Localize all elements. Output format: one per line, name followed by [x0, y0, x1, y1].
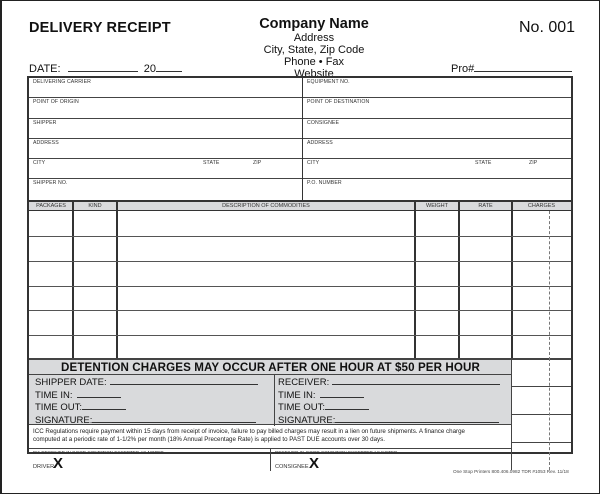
field-label: SHIPPER NO.	[33, 180, 68, 187]
shipper-detention	[35, 376, 269, 426]
consignee-field[interactable]	[303, 119, 571, 139]
column-header: DESCRIPTION OF COMMODITIES	[222, 203, 310, 209]
city-label: CITY	[33, 160, 46, 167]
form-title: DELIVERY RECEIPT	[29, 20, 171, 36]
date-input[interactable]	[68, 62, 138, 72]
year-input[interactable]	[156, 62, 182, 72]
shipper-time-in-label: TIME IN:	[35, 389, 73, 401]
city-label: CITY	[307, 160, 320, 167]
table-header	[29, 202, 571, 211]
point-of-origin-field[interactable]	[29, 98, 302, 118]
shipper-city-state-zip-field[interactable]	[29, 159, 302, 179]
pro-label: Pro#	[451, 63, 475, 75]
field-label: ADDRESS	[33, 139, 59, 146]
shipper-time-in-line[interactable]	[77, 389, 121, 398]
charges-total-box[interactable]	[512, 414, 571, 442]
charges-total-box[interactable]	[512, 386, 571, 414]
shipper-signature-line[interactable]	[92, 414, 256, 423]
shipper-time-out-label: TIME OUT:	[35, 402, 82, 413]
column-header: WEIGHT	[426, 203, 448, 209]
receiver-time-out-row[interactable]	[278, 401, 508, 414]
shipper-time-out-line[interactable]	[82, 401, 126, 410]
shipper-date-row[interactable]	[35, 376, 269, 389]
delivering-carrier-field[interactable]	[29, 78, 302, 98]
point-of-destination-field[interactable]	[303, 98, 571, 118]
payment-terms	[29, 424, 512, 448]
field-label: CONSIGNEE	[307, 119, 340, 126]
field-label: SHIPPER	[33, 119, 57, 126]
consignee-caption: RECEIVED IN GOOD CONDITION EXCEPTED AS NOTED	[275, 450, 398, 455]
shipper-number-field[interactable]	[29, 179, 302, 199]
commodities-table	[29, 200, 571, 358]
table-row[interactable]	[29, 236, 571, 261]
shipment-info-section	[29, 78, 571, 200]
receiver-signature-label: SIGNATURE:	[278, 414, 336, 426]
origin-column	[29, 78, 303, 200]
column-header: RATE	[478, 203, 493, 209]
receiver-detention	[274, 375, 508, 426]
column-header: CHARGES	[527, 203, 556, 209]
charges-total-column	[512, 358, 571, 470]
pro-row	[451, 62, 572, 75]
consignee-signature-box[interactable]	[271, 449, 512, 471]
row-divider	[29, 335, 571, 336]
receiver-time-out-label: TIME OUT:	[278, 402, 325, 413]
zip-label: ZIP	[529, 160, 538, 167]
charges-total-box[interactable]	[512, 442, 571, 470]
table-row[interactable]	[29, 211, 571, 236]
consignee-address-field[interactable]	[303, 139, 571, 159]
receiver-time-in-label: TIME IN:	[278, 389, 316, 401]
company-name: Company Name	[259, 16, 369, 32]
driver-caption: BY: RECEIVED IN GOOD CONDITION EXCEPTED AS NOTED	[33, 450, 164, 455]
terms-line-1: ICC Regulations require payment within 15 days from receipt of invoice, failure to pay billed charges may result in a lien on future shipments. A finance charge	[33, 428, 465, 435]
consignee-sign-mark-icon: X	[309, 455, 320, 472]
company-city-state-zip: City, State, Zip Code	[263, 44, 365, 56]
zip-label: ZIP	[253, 160, 262, 167]
dollars-cents-divider	[549, 358, 550, 470]
receiver-signature-line[interactable]	[335, 414, 499, 423]
equipment-number-field[interactable]	[303, 78, 571, 98]
document-number: No. 001	[519, 19, 576, 36]
dollars-cents-divider	[549, 211, 550, 360]
date-label: DATE:	[29, 63, 61, 75]
company-block	[214, 16, 414, 80]
receiver-time-in-line[interactable]	[320, 389, 364, 398]
receiver-time-in-row[interactable]	[278, 389, 508, 402]
shipper-date-line[interactable]	[110, 376, 258, 385]
row-divider	[29, 261, 571, 262]
shipper-time-out-row[interactable]	[35, 401, 269, 414]
date-row	[29, 62, 182, 75]
shipper-signature-label: SIGNATURE:	[35, 414, 93, 426]
driver-sign-mark-icon: X	[53, 455, 64, 472]
terms-line-2: computed at a periodic rate of 1-1/2% per month (18% Annual Precentage Rate) is applied to PAST DUE accounts over 30 days.	[33, 436, 385, 444]
state-label: STATE	[475, 160, 492, 167]
year-prefix: 20	[143, 63, 156, 75]
driver-label: DRIVER	[33, 464, 55, 470]
destination-column	[303, 78, 571, 200]
row-divider	[29, 310, 571, 311]
signature-section	[29, 448, 512, 470]
field-label: ADDRESS	[307, 139, 333, 146]
row-divider	[29, 236, 571, 237]
consignee-city-state-zip-field[interactable]	[303, 159, 571, 179]
state-label: STATE	[203, 160, 220, 167]
receiver-time-out-line[interactable]	[325, 401, 369, 410]
table-row[interactable]	[29, 335, 571, 360]
field-label: POINT OF DESTINATION	[307, 99, 370, 106]
field-label: POINT OF ORIGIN	[33, 99, 79, 106]
receiver-label: RECEIVER:	[278, 377, 330, 388]
detention-notice: DETENTION CHARGES MAY OCCUR AFTER ONE HOUR AT $50 PER HOUR	[29, 360, 512, 375]
consignee-label: CONSIGNEE	[275, 464, 309, 470]
charges-total-box[interactable]	[512, 358, 571, 386]
receiver-line[interactable]	[332, 376, 500, 385]
table-row[interactable]	[29, 261, 571, 286]
printer-credit: One Stop Printers 800.406.0982 TDR #1053 Rev. 11/18	[453, 469, 569, 474]
po-number-field[interactable]	[303, 179, 571, 199]
company-phone-fax: Phone • Fax	[283, 56, 345, 68]
shipper-address-field[interactable]	[29, 139, 302, 159]
column-header: KIND	[88, 203, 102, 209]
field-label: DELIVERING CARRIER	[33, 79, 92, 85]
row-divider	[29, 286, 571, 287]
receiver-row[interactable]	[278, 376, 508, 389]
field-label: EQUIPMENT NO.	[307, 79, 350, 85]
table-row[interactable]	[29, 286, 571, 311]
shipper-field[interactable]	[29, 119, 302, 139]
field-label: P.O. NUMBER	[307, 180, 342, 187]
pro-number-input[interactable]	[474, 62, 572, 72]
table-row[interactable]	[29, 310, 571, 335]
shipper-time-in-row[interactable]	[35, 389, 269, 402]
company-website: Website	[294, 68, 334, 80]
company-address: Address	[293, 32, 335, 44]
shipper-date-label: SHIPPER DATE:	[35, 377, 107, 388]
detention-section	[29, 358, 512, 424]
driver-signature-box[interactable]	[29, 449, 271, 471]
column-header: PACKAGES	[36, 203, 66, 209]
